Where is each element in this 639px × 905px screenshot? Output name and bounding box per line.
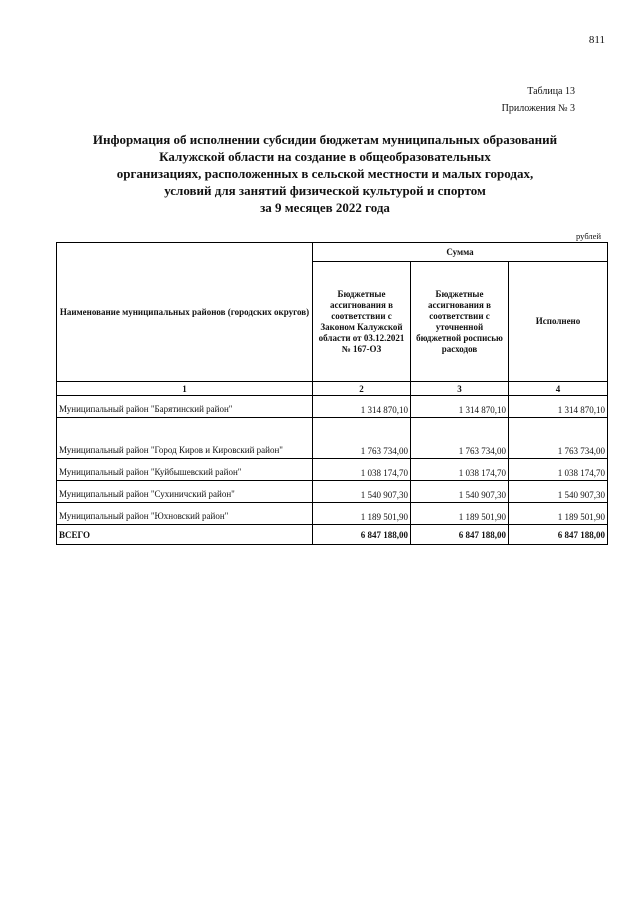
value-executed: 1 038 174,70	[509, 459, 608, 481]
total-value-law: 6 847 188,00	[313, 525, 411, 545]
total-label: ВСЕГО	[57, 525, 313, 545]
column-number: 4	[509, 382, 608, 396]
value-law: 1 314 870,10	[313, 396, 411, 418]
header-col-refined: Бюджетные ассигнования в соответствии с уточненной бюджетной росписью расходов	[411, 262, 509, 382]
total-value-refined: 6 847 188,00	[411, 525, 509, 545]
title-line: условий для занятий физической культурой и спортом	[164, 183, 486, 198]
value-refined: 1 763 734,00	[411, 418, 509, 459]
table-row	[57, 396, 608, 418]
value-law: 1 038 174,70	[313, 459, 411, 481]
table-row	[57, 459, 608, 481]
district-name: Муниципальный район "Барятинский район"	[57, 396, 313, 418]
title-line: Информация об исполнении субсидии бюджетам муниципальных образований	[92, 132, 558, 147]
value-executed: 1 314 870,10	[509, 396, 608, 418]
district-name: Муниципальный район "Юхновский район"	[57, 503, 313, 525]
column-number: 3	[411, 382, 509, 396]
header-col-law: Бюджетные ассигнования в соответствии с Законом Калужской области от 03.12.2021 № 167-ОЗ	[313, 262, 411, 382]
value-refined: 1 540 907,30	[411, 481, 509, 503]
total-row	[57, 525, 608, 545]
unit-label: рублей	[576, 231, 601, 241]
appendix-reference: Приложения № 3	[501, 103, 575, 114]
document-title	[60, 131, 590, 216]
column-number: 2	[313, 382, 411, 396]
value-law: 1 189 501,90	[313, 503, 411, 525]
table-row	[57, 503, 608, 525]
value-law: 1 763 734,00	[313, 418, 411, 459]
page-number: 811	[588, 34, 605, 46]
table-row	[57, 481, 608, 503]
district-name: Муниципальный район "Город Киров и Кировский район"	[57, 418, 313, 459]
column-number: 1	[57, 382, 313, 396]
subsidy-table	[56, 242, 608, 545]
value-refined: 1 038 174,70	[411, 459, 509, 481]
title-line: организациях, расположенных в сельской местности и малых городах,	[116, 166, 534, 181]
column-number-row	[57, 382, 608, 396]
value-refined: 1 189 501,90	[411, 503, 509, 525]
title-line: Калужской области на создание в общеобразовательных	[159, 149, 491, 164]
district-name: Муниципальный район "Куйбышевский район"	[57, 459, 313, 481]
table-reference: Таблица 13	[527, 86, 575, 97]
district-name: Муниципальный район "Сухиничский район"	[57, 481, 313, 503]
value-law: 1 540 907,30	[313, 481, 411, 503]
value-executed: 1 189 501,90	[509, 503, 608, 525]
value-executed: 1 763 734,00	[509, 418, 608, 459]
header-row	[57, 243, 608, 262]
table-row	[57, 418, 608, 459]
header-name-cell: Наименование муниципальных районов (городских округов)	[57, 243, 313, 382]
header-col-executed: Исполнено	[509, 262, 608, 382]
title-line: за 9 месяцев 2022 года	[260, 200, 390, 215]
value-executed: 1 540 907,30	[509, 481, 608, 503]
value-refined: 1 314 870,10	[411, 396, 509, 418]
header-sum-cell: Сумма	[313, 243, 608, 262]
total-value-executed: 6 847 188,00	[509, 525, 608, 545]
